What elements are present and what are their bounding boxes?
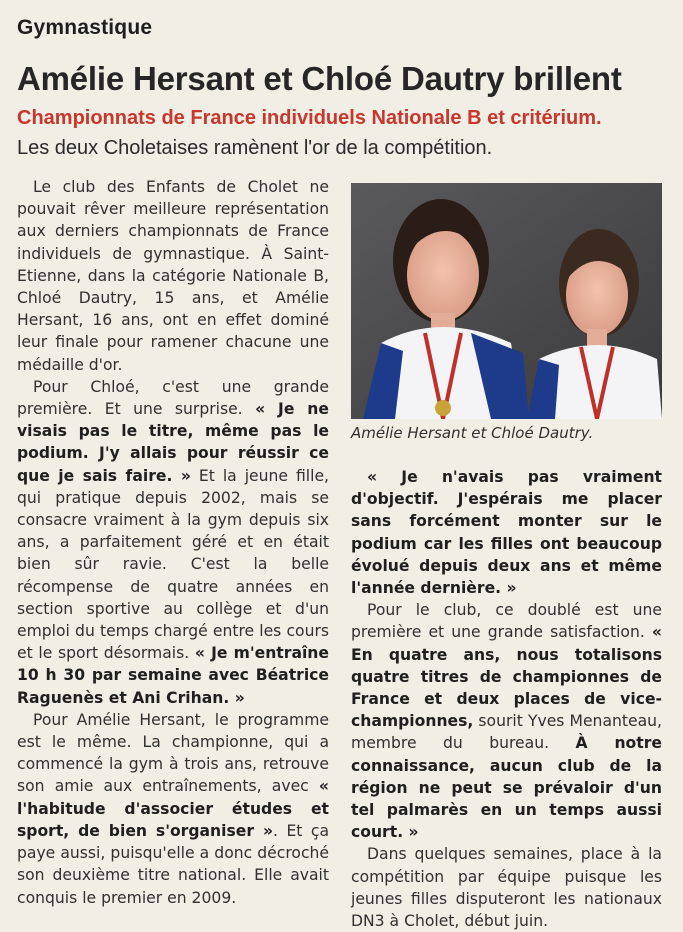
quote: À notre connaissance, aucun club de la région ne peut se prévaloir d'un tel palmarès en un temps aussi court. » xyxy=(351,734,662,842)
paragraph-text: . Et ça paye aussi, puisqu'elle a donc décroché son deuxième titre national. Elle avait conquis le premier en 2009. xyxy=(17,821,329,907)
photo-caption: Amélie Hersant et Chloé Dautry. xyxy=(351,424,594,442)
photo-illustration xyxy=(351,183,662,419)
quote: « Je n'avais pas vraiment d'objectif. J'espérais me placer sans forcément monter sur le podium car les filles ont beaucoup évolué depuis deux ans et même l'année dernière. » xyxy=(351,468,662,598)
paragraph xyxy=(351,599,662,843)
paragraph xyxy=(351,843,662,932)
paragraph xyxy=(17,176,329,376)
paragraph-text: Le club des Enfants de Cholet ne pouvait rêver meilleure représentation aux derniers championnats de France individuels de gymnastique. À Saint-Etienne, dans la catégorie Nationale B, Chloé Dautry, 15 ans, et Amélie Hersant, 16 ans, ont en effet dominé leur finale pour ramener chacune une médaille d'or. xyxy=(17,178,329,374)
article-subhead: Les deux Choletaises ramènent l'or de la compétition. xyxy=(17,137,493,159)
paragraph-text: Pour le club, ce doublé est une première et une grande satisfaction. xyxy=(351,601,662,642)
quote: « l'habitude d'associer études et sport, de bien s'organiser » xyxy=(17,777,329,840)
paragraph-text: sourit Yves Menanteau, membre du bureau. xyxy=(351,712,662,753)
paragraph-text: Dans quelques semaines, place à la compétition par équipe puisque les jeunes filles disputeront les nationaux DN3 à Cholet, début juin. xyxy=(351,845,662,931)
quote: « Je m'entraîne 10 h 30 par semaine avec Béatrice Raguenès et Ani Crihan. » xyxy=(17,644,329,707)
quote: « Je ne visais pas le titre, même pas le podium. J'y allais pour réussir ce que je sais faire. » xyxy=(17,400,329,485)
paragraph-text: Pour Chloé, c'est une grande première. Et une surprise. xyxy=(17,377,329,419)
section-label: Gymnastique xyxy=(17,16,153,39)
paragraph-text: Pour Amélie Hersant, le programme est le même. La championne, qui a commencé la gym à trois ans, retrouve son amie aux entraînements, avec xyxy=(17,710,329,796)
paragraph xyxy=(351,466,662,599)
article-headline: Amélie Hersant et Chloé Dautry brillent xyxy=(17,60,622,97)
article-kicker: Championnats de France individuels Nationale B et critérium. xyxy=(17,107,602,129)
quote: « En quatre ans, nous totalisons quatre titres de championnes de France et deux places de vice-championnes, xyxy=(351,623,662,731)
paragraph xyxy=(17,709,329,909)
article-column-right xyxy=(351,466,662,932)
athletes-photo xyxy=(351,183,662,419)
paragraph xyxy=(17,376,329,709)
article-column-left xyxy=(17,176,329,909)
paragraph-text: Et la jeune fille, qui pratique depuis 2002, mais se consacre vraiment à la gym depuis six ans, a parfaitement géré et en était bien sûr ravie. C'est la belle récompense de quatre années en section sportive au collège et d'un emploi du temps chargé entre les cours et le sport désormais. xyxy=(17,466,329,663)
